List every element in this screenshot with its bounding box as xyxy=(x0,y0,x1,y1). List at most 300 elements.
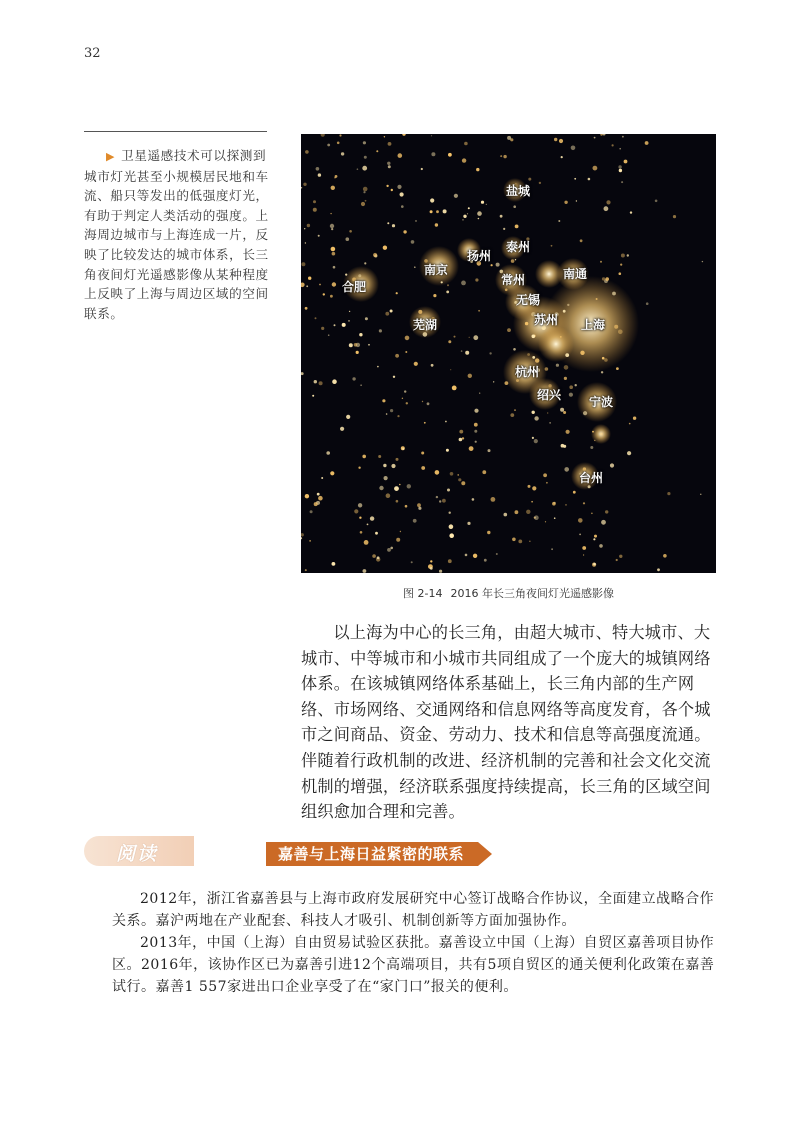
light-dot xyxy=(346,415,350,419)
light-dot xyxy=(477,211,482,216)
light-dot xyxy=(397,415,399,417)
light-dot xyxy=(326,451,330,455)
light-dot xyxy=(402,398,403,399)
light-dot xyxy=(435,223,438,226)
light-dot xyxy=(620,264,622,266)
light-dot xyxy=(358,467,360,469)
light-dot xyxy=(441,281,443,283)
light-dot xyxy=(545,367,549,371)
light-dot xyxy=(534,439,538,443)
light-dot xyxy=(346,237,350,241)
light-dot xyxy=(411,240,415,244)
light-dot xyxy=(491,497,496,502)
light-dot xyxy=(529,541,530,542)
light-dot xyxy=(545,521,546,522)
light-dot xyxy=(396,500,399,503)
light-dot xyxy=(360,531,363,534)
light-dot xyxy=(583,502,585,504)
light-dot xyxy=(465,351,469,355)
light-dot xyxy=(599,544,603,548)
light-dot xyxy=(588,178,591,181)
reading-tag xyxy=(84,836,194,866)
light-dot xyxy=(594,535,597,538)
light-dot xyxy=(378,455,381,458)
light-dot xyxy=(310,510,313,513)
light-dot xyxy=(563,411,566,414)
light-dot xyxy=(476,168,479,171)
light-dot xyxy=(417,503,421,507)
light-dot xyxy=(301,537,302,539)
light-dot xyxy=(667,492,670,495)
light-dot xyxy=(352,377,355,380)
light-dot xyxy=(390,409,393,412)
light-dot xyxy=(475,278,478,281)
light-dot xyxy=(321,134,325,137)
light-dot xyxy=(616,559,618,561)
light-dot xyxy=(418,310,422,314)
light-dot xyxy=(398,153,403,158)
light-dot xyxy=(465,554,468,557)
light-dot xyxy=(303,183,306,186)
light-dot xyxy=(551,548,553,550)
light-dot xyxy=(604,206,609,211)
light-dot xyxy=(391,189,393,191)
light-dot xyxy=(359,333,362,336)
light-dot xyxy=(655,200,658,203)
light-dot xyxy=(657,568,660,571)
light-dot xyxy=(359,517,361,519)
light-dot xyxy=(330,471,334,475)
light-dot xyxy=(363,191,365,193)
light-dot xyxy=(554,138,557,141)
reading-paragraph: 2013年，中国（上海）自由贸易试验区获批。嘉善设立中国（上海）自贸区嘉善项目协作区。2016年，该协作区已为嘉善引进12个高端项目，共有5项自贸区的通关便利化政策在嘉善试行。嘉善1 557家进出口企业享受了在“家门口”报关的便利。 xyxy=(112,935,715,995)
city-label-nanjing: 南京 xyxy=(424,263,449,277)
light-dot xyxy=(593,563,596,566)
light-dot xyxy=(527,353,530,356)
light-dot xyxy=(388,142,392,146)
light-dot xyxy=(513,205,516,208)
light-dot xyxy=(469,337,470,338)
light-dot xyxy=(583,554,584,555)
light-dot xyxy=(547,412,548,413)
light-dot xyxy=(305,242,306,243)
light-dot xyxy=(463,215,466,218)
light-dot xyxy=(473,335,478,340)
light-dot xyxy=(332,379,337,384)
light-dot xyxy=(401,205,404,208)
light-dot xyxy=(436,210,439,213)
light-dot xyxy=(590,446,593,449)
light-dot xyxy=(313,200,316,203)
light-dot xyxy=(301,372,304,375)
light-dot xyxy=(579,534,581,536)
light-dot xyxy=(552,502,556,506)
light-dot xyxy=(461,350,463,352)
city-glow xyxy=(538,326,574,362)
city-label-taizhou-zj: 台州 xyxy=(579,471,604,485)
city-label-yangzhou: 扬州 xyxy=(467,249,492,263)
light-dot xyxy=(421,452,424,455)
light-dot xyxy=(512,538,516,542)
light-dot xyxy=(534,416,538,420)
light-dot xyxy=(468,374,472,378)
light-dot xyxy=(473,554,477,558)
light-dot xyxy=(332,252,336,256)
figure-caption xyxy=(301,585,716,601)
light-dot xyxy=(396,538,400,542)
light-dot xyxy=(403,230,406,233)
light-dot xyxy=(525,322,528,325)
light-dot xyxy=(573,491,576,494)
light-dot xyxy=(633,417,636,420)
light-dot xyxy=(405,336,410,341)
light-dot xyxy=(305,569,307,571)
light-dot xyxy=(614,325,618,329)
light-dot xyxy=(373,253,377,257)
light-dot xyxy=(332,282,336,286)
light-dot xyxy=(482,470,486,474)
light-dot xyxy=(318,496,323,501)
light-dot xyxy=(301,262,305,266)
city-label-ningbo: 宁波 xyxy=(589,395,614,409)
light-dot xyxy=(594,440,595,441)
light-dot xyxy=(319,381,323,385)
light-dot xyxy=(379,329,382,332)
light-dot xyxy=(564,377,567,380)
light-dot xyxy=(447,284,449,286)
light-dot xyxy=(558,220,560,222)
light-dot xyxy=(591,513,593,515)
light-dot xyxy=(496,263,500,267)
light-dot xyxy=(330,224,334,228)
light-dot xyxy=(400,192,404,196)
reading-body xyxy=(112,888,716,998)
light-dot xyxy=(503,155,506,158)
light-dot xyxy=(450,369,451,370)
light-dot xyxy=(327,144,330,147)
light-dot xyxy=(383,464,386,467)
light-dot xyxy=(702,261,703,262)
light-dot xyxy=(386,493,391,498)
light-dot xyxy=(532,411,535,414)
light-dot xyxy=(449,533,454,538)
light-dot xyxy=(593,166,598,171)
light-dot xyxy=(387,548,391,552)
light-dot xyxy=(593,538,595,540)
light-dot xyxy=(474,423,478,427)
light-dot xyxy=(505,381,509,385)
light-dot xyxy=(367,524,369,526)
light-dot xyxy=(561,156,563,158)
light-dot xyxy=(383,246,387,250)
light-dot xyxy=(578,518,583,523)
light-dot xyxy=(354,343,358,347)
light-dot xyxy=(515,225,519,229)
light-dot xyxy=(413,519,417,523)
light-dot xyxy=(399,484,401,486)
light-dot xyxy=(454,336,456,338)
light-dot xyxy=(443,209,447,213)
light-dot xyxy=(331,186,335,190)
light-dot xyxy=(700,494,701,495)
light-dot xyxy=(600,134,602,136)
light-dot xyxy=(386,185,388,187)
light-dot xyxy=(574,178,576,180)
light-dot xyxy=(321,477,323,479)
light-dot xyxy=(431,364,434,367)
light-dot xyxy=(323,293,325,295)
light-dot xyxy=(503,228,505,230)
light-dot xyxy=(304,228,305,229)
light-dot xyxy=(358,503,362,507)
city-label-hefei: 合肥 xyxy=(342,280,367,294)
light-dot xyxy=(560,408,564,412)
light-dot xyxy=(301,187,302,189)
light-dot xyxy=(397,185,401,189)
light-dot xyxy=(606,200,610,204)
light-dot xyxy=(539,182,541,184)
light-dot xyxy=(467,213,468,214)
light-dot xyxy=(604,358,608,362)
light-dot xyxy=(342,323,346,327)
light-dot xyxy=(575,384,577,386)
light-dot xyxy=(569,393,573,397)
light-dot xyxy=(621,254,625,258)
light-dot xyxy=(646,302,649,305)
light-dot xyxy=(610,463,614,467)
light-dot xyxy=(532,335,536,339)
light-dot xyxy=(612,292,616,296)
light-dot xyxy=(340,427,344,431)
light-dot xyxy=(305,150,309,154)
light-dot xyxy=(621,181,623,183)
light-dot xyxy=(462,158,466,162)
city-label-shanghai: 上海 xyxy=(581,318,606,332)
light-dot xyxy=(627,451,631,455)
light-dot xyxy=(534,515,539,520)
light-dot xyxy=(363,187,368,192)
light-dot xyxy=(332,562,336,566)
light-dot xyxy=(313,208,317,212)
light-dot xyxy=(560,336,562,338)
light-dot xyxy=(377,366,379,368)
light-dot xyxy=(379,486,383,490)
light-dot xyxy=(396,292,398,294)
light-dot xyxy=(341,152,344,155)
light-dot xyxy=(616,367,619,370)
light-dot xyxy=(486,204,487,205)
light-dot xyxy=(330,295,333,298)
light-dot xyxy=(442,499,446,503)
light-dot xyxy=(549,422,550,423)
light-dot xyxy=(619,555,622,558)
light-dot xyxy=(566,430,570,434)
light-dot xyxy=(582,546,586,550)
light-dot xyxy=(448,559,452,563)
caption-text: 2016 年长三角夜间灯光遥感影像 xyxy=(450,587,614,600)
reading-tag-label: 阅读 xyxy=(116,843,159,865)
light-dot xyxy=(312,395,314,397)
city-label-changzhou: 常州 xyxy=(501,273,526,287)
light-dot xyxy=(418,507,421,510)
body-paragraph: 以上海为中心的长三角，由超大城市、特大城市、大城市、中等城市和小城市共同组成了一个庞大的城镇网络体系。在该城镇网络体系基础上，长三角内部的生产网络、市场网络、交通网络和信息网络等高度发育，各个城市之间商品、资金、劳动力、技术和信息等高强度流通。伴随着行政机制的改进、经济机制的完善和社会文化交流机制的增强，经济联系强度持续提高，长三角的区域空间组织愈加合理和完善。 xyxy=(301,623,711,822)
light-dot xyxy=(382,399,385,402)
light-dot xyxy=(386,413,388,415)
light-dot xyxy=(330,213,331,214)
light-dot xyxy=(605,510,608,513)
light-dot xyxy=(556,364,559,367)
light-dot xyxy=(372,554,376,558)
light-dot xyxy=(421,168,423,170)
light-dot xyxy=(348,320,349,321)
light-dot xyxy=(515,510,519,514)
city-label-yancheng: 盐城 xyxy=(506,184,531,198)
light-dot xyxy=(563,310,566,313)
light-dot xyxy=(583,411,587,415)
light-dot xyxy=(358,274,361,277)
light-dot xyxy=(567,304,569,306)
light-dot xyxy=(546,482,548,484)
light-dot xyxy=(314,380,317,383)
light-dot xyxy=(551,245,553,247)
light-dot xyxy=(305,307,308,310)
light-dot xyxy=(663,554,667,558)
light-dot xyxy=(436,496,438,498)
light-dot xyxy=(308,277,311,280)
light-dot xyxy=(479,393,480,394)
light-dot xyxy=(415,220,416,221)
light-dot xyxy=(602,277,605,280)
light-dot xyxy=(592,431,594,433)
reading-title: 嘉善与上海日益紧密的联系 xyxy=(266,842,478,866)
light-dot xyxy=(301,283,305,288)
light-dot xyxy=(507,328,511,332)
light-dot xyxy=(446,449,449,452)
light-dot xyxy=(532,486,536,490)
light-dot xyxy=(354,509,358,513)
light-dot xyxy=(559,139,563,143)
light-dot xyxy=(368,344,370,346)
light-dot xyxy=(365,317,368,320)
light-dot xyxy=(600,432,603,435)
light-dot xyxy=(457,474,459,476)
light-dot xyxy=(462,219,463,220)
light-dot xyxy=(445,421,447,423)
light-dot xyxy=(337,142,340,145)
light-dot xyxy=(467,522,470,525)
light-dot xyxy=(488,449,491,452)
light-dot xyxy=(317,493,320,496)
light-dot xyxy=(390,547,393,550)
light-dot xyxy=(514,409,516,411)
light-dot xyxy=(414,362,418,366)
caption-number: 图 2-14 xyxy=(403,587,443,600)
side-note-rule xyxy=(84,131,267,132)
light-dot xyxy=(449,512,451,514)
light-dot xyxy=(430,567,433,570)
light-dot xyxy=(594,137,596,139)
light-dot xyxy=(489,352,491,354)
light-dot xyxy=(624,160,628,164)
light-dot xyxy=(531,501,533,503)
light-dot xyxy=(645,141,649,145)
light-dot xyxy=(469,446,474,451)
light-dot xyxy=(601,371,603,373)
light-dot xyxy=(504,513,508,517)
light-dot xyxy=(464,142,468,146)
light-dot xyxy=(402,448,404,450)
light-dot xyxy=(446,291,449,294)
light-dot xyxy=(377,556,380,559)
light-dot xyxy=(345,274,347,276)
light-dot xyxy=(468,207,470,209)
city-label-taizhou: 泰州 xyxy=(506,240,531,254)
light-dot xyxy=(376,150,378,152)
city-label-nantong: 南通 xyxy=(563,267,588,281)
light-dot xyxy=(439,570,442,573)
light-dot xyxy=(314,502,318,506)
light-dot xyxy=(385,312,389,316)
light-dot xyxy=(364,156,367,159)
light-dot xyxy=(618,165,621,168)
city-label-suzhou: 苏州 xyxy=(534,313,559,327)
light-dot xyxy=(569,385,573,389)
city-label-wuxi: 无锡 xyxy=(516,293,541,307)
light-dot xyxy=(458,478,461,481)
light-dot xyxy=(318,173,321,176)
light-dot xyxy=(561,444,565,448)
light-dot xyxy=(364,262,366,264)
light-dot xyxy=(511,259,515,263)
light-dot xyxy=(431,152,435,156)
light-dot xyxy=(459,438,463,442)
light-dot xyxy=(427,402,430,405)
light-dot xyxy=(564,365,569,370)
light-dot xyxy=(363,569,367,573)
light-dot xyxy=(400,531,401,532)
light-dot xyxy=(612,144,614,146)
light-dot xyxy=(673,215,676,218)
light-dot xyxy=(370,516,374,520)
city-label-shaoxing: 绍兴 xyxy=(537,388,562,402)
light-dot xyxy=(364,540,369,545)
light-dot xyxy=(375,532,378,535)
light-dot xyxy=(526,510,530,514)
light-dot xyxy=(362,455,366,459)
light-dot xyxy=(507,136,511,140)
light-dot xyxy=(387,222,389,224)
light-dot xyxy=(500,215,503,218)
light-dot xyxy=(422,401,423,402)
light-dot xyxy=(510,413,514,417)
light-dot xyxy=(335,175,338,178)
light-dot xyxy=(478,310,480,312)
light-dot xyxy=(481,201,484,204)
light-dot xyxy=(448,153,452,157)
light-dot xyxy=(565,504,567,506)
light-dot xyxy=(384,476,388,480)
light-dot xyxy=(405,351,407,353)
light-dot xyxy=(328,334,330,336)
light-dot xyxy=(600,261,602,263)
light-dot xyxy=(356,351,359,354)
night-lights-satellite-image xyxy=(301,134,716,573)
light-dot xyxy=(487,531,490,534)
light-dot xyxy=(404,390,406,392)
light-dot xyxy=(500,155,502,157)
light-dot xyxy=(365,200,367,202)
light-dot xyxy=(472,498,475,501)
